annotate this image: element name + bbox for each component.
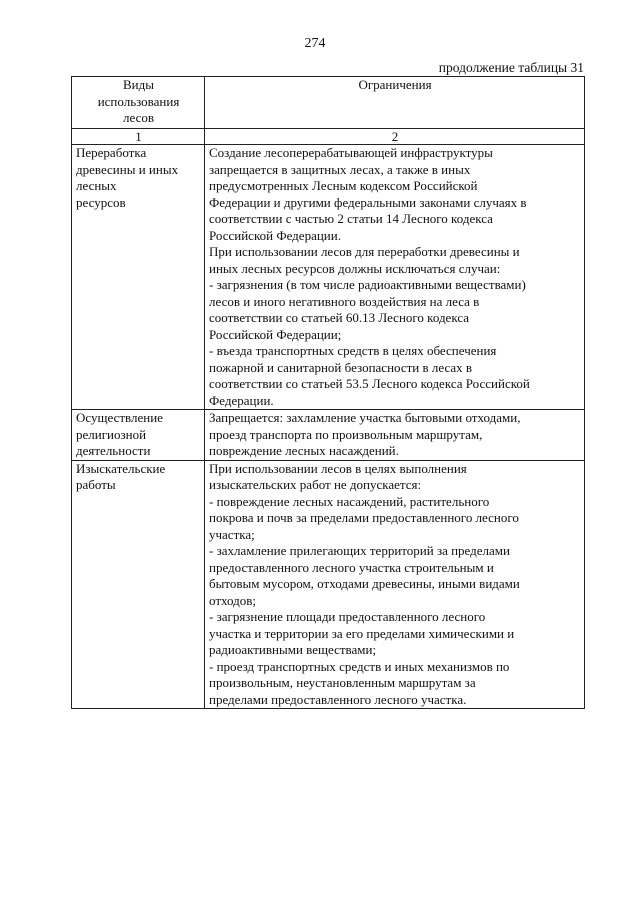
restriction-line: - въезда транспортных средств в целях обеспечения [209,343,497,358]
restriction-line: соответствии со статьей 53.5 Лесного кодекса Российской [209,376,530,391]
restriction-line: - захламление прилегающих территорий за пределами [209,543,510,558]
restriction-line: Запрещается: захламление участка бытовыми отходами, [209,410,521,425]
restriction-line: проезд транспорта по произвольным маршрутам, [209,426,483,442]
forest-use-type-line: древесины и иных [76,161,179,177]
restriction-line: участка; [209,526,255,542]
column-number-1: 1 [72,129,205,145]
restriction-line: Российской Федерации. [209,227,341,243]
restriction-line: произвольным, неустановленным маршрутам за [209,675,476,690]
forest-use-type-line: Изыскательские [76,460,166,476]
restriction-line: изыскательских работ не допускается: [209,477,422,492]
forest-use-type-line: Осуществление [76,410,163,425]
page-number: 274 [304,36,326,51]
table-row [72,410,585,461]
restriction-line: - загрязнение площади предоставленного лесного [209,609,486,624]
forest-use-type-line: работы [76,477,116,492]
restriction-line: пределами предоставленного лесного участка. [209,691,467,707]
restriction-line: Создание лесоперерабатывающей инфраструктуры [209,145,493,160]
restrictions-table [71,76,585,709]
restriction-cell [205,410,585,461]
forest-use-type-cell [72,460,205,709]
forest-use-type-cell [72,410,205,461]
restriction-line: предоставленного лесного участка строительным и [209,559,494,575]
restriction-line: соответствии со статьей 60.13 Лесного кодекса [209,310,470,325]
restriction-line: - проезд транспортных средств и иных механизмов по [209,658,510,674]
table-continuation-caption: продолжение таблицы 31 [438,60,584,75]
restriction-line: иных лесных ресурсов должны исключаться случаи: [209,260,501,276]
restriction-line: - повреждение лесных насаждений, растительного [209,493,490,509]
restriction-line: радиоактивными веществами; [209,642,377,657]
restriction-line: соответствии с частью 2 статьи 14 Лесного кодекса [209,211,493,226]
restriction-line: предусмотренных Лесным кодексом Российской [209,178,478,193]
restriction-line: Федерации. [209,392,274,408]
restriction-cell [205,460,585,709]
forest-use-type-line: деятельности [76,443,151,458]
header-line: Виды [123,77,154,92]
restriction-line: пожарной и санитарной безопасности в лесах в [209,359,473,375]
header-line: лесов [123,110,154,125]
header-line: использования [97,93,180,109]
table-row [72,460,585,709]
restriction-line: бытовым мусором, отходами древесины, иными видами [209,576,520,591]
restriction-cell [205,145,585,410]
restriction-line: При использовании лесов для переработки древесины и [209,244,520,259]
restriction-line: запрещается в защитных лесах, а также в иных [209,161,471,177]
column-number-2: 2 [205,129,585,145]
table-header-row [72,77,585,129]
restriction-line: При использовании лесов в целях выполнения [209,460,467,476]
forest-use-type-line: ресурсов [76,194,126,210]
forest-use-type-cell [72,145,205,410]
restriction-line: покрова и почв за пределами предоставленного лесного [209,510,519,525]
restriction-line: отходов; [209,592,257,608]
column-number-row [72,129,585,145]
forest-use-type-line: Переработка [76,145,147,160]
forest-use-type-line: религиозной [76,426,147,442]
header-restrictions: Ограничения [205,77,585,129]
restriction-line: участка и территории за его пределами химическими и [209,625,515,641]
restriction-line: повреждение лесных насаждений. [209,443,399,458]
forest-use-type-line: лесных [76,178,117,193]
restriction-line: лесов и иного негативного воздействия на леса в [209,293,480,309]
restriction-line: Федерации и другими федеральными законами случаях в [209,194,527,210]
table-row [72,145,585,410]
restriction-line: - загрязнения (в том числе радиоактивными веществами) [209,277,526,292]
restriction-line: Российской Федерации; [209,326,342,342]
header-forest-use-types [72,77,205,129]
